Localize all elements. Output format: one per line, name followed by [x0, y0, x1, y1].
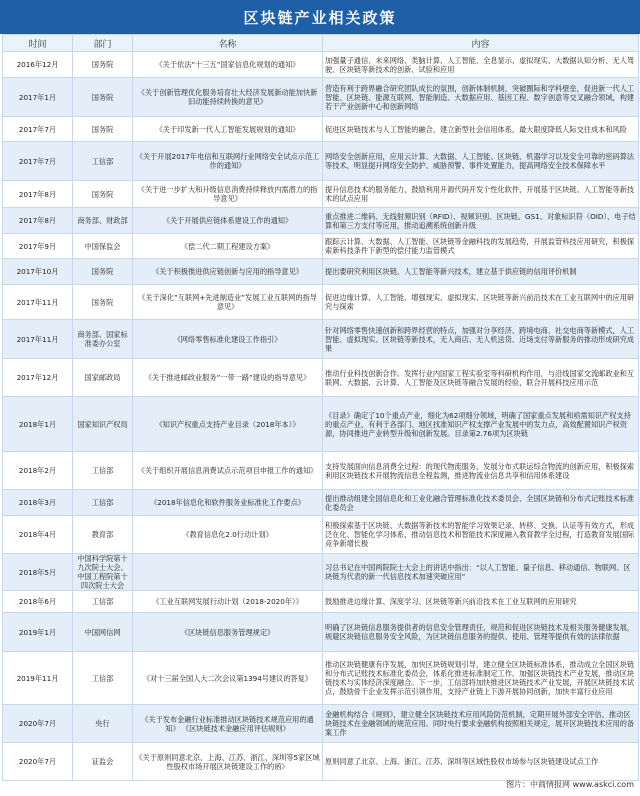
table-row — [3, 285, 639, 320]
row-content: 《目录》确定了10个重点产业，细化为62项细分领域，明确了国家重点发展和亟需知识产权支持的重点产业，有利于各部门、地区找准知识产权支撑产业发展中的发力点，高效配置知识产权资源，协同推进产业转型升级和创新发展。目录第2.76项为区块链 — [323, 397, 639, 452]
row-dept: 国务院 — [73, 52, 133, 78]
row-dept: 工信部 — [73, 490, 133, 516]
row-content: 提出推动组建全国信息化和工业化融合管理标准化技术委员会、全国区块链和分布式记账技术标准化委员会 — [323, 490, 639, 516]
row-time: 2017年1月 — [3, 78, 73, 117]
row-name: 《关于进一步扩大和升级信息消费持续释放内需潜力的指导意见》 — [133, 181, 323, 208]
row-time: 2018年1月 — [3, 397, 73, 452]
table-row — [3, 490, 639, 516]
row-dept: 中国科学院第十九次院士大会、中国工程院第十四次院士大会 — [73, 554, 133, 591]
table-row — [3, 142, 639, 181]
row-name: 《知识产权重点支持产业目录（2018年本）》 — [133, 397, 323, 452]
table-row — [3, 743, 639, 781]
row-time: 2017年7月 — [3, 142, 73, 181]
row-name: 《关于积极推进供应链创新与应用的指导意见》 — [133, 259, 323, 285]
row-name: 《关于推进邮政业服务”一带一路”建设的指导意见》 — [133, 359, 323, 397]
table-row — [3, 234, 639, 259]
source-footer: 图片：中商情报网 www.askci.com — [506, 780, 634, 789]
row-content: 习总书记在中国两院院士大会上的讲话中指出：“以人工智能、量子信息、移动通信、物联网、区块链为代表的新一代信息技术加速突破应用” — [323, 554, 639, 591]
table-row — [3, 320, 639, 359]
row-content: 针对网络零售快速创新和跨界经营的特点，加强对分享经济、跨境电商、社交电商等新模式，人工智能、虚拟现实、区块链等新技术，无人商店、无人机送货、近场支付等新服务的推动形成研究成果 — [323, 320, 639, 359]
row-dept: 中国保监会 — [73, 234, 133, 259]
row-name: 《关于开展供应链体系建设工作的通知》 — [133, 208, 323, 234]
row-time: 2018年4月 — [3, 516, 73, 554]
row-time: 2018年6月 — [3, 591, 73, 613]
table-row — [3, 52, 639, 78]
row-time: 2019年11月 — [3, 652, 73, 705]
table-row — [3, 652, 639, 705]
row-content: 营造有利于跨界融合研究团队成长的氛围，创新体制机制，突破圈际和学科壁垒，促进新一代人工智能、区块链、能源互联网、智能制造、大数据应用、基因工程、数字创意等交叉融合领域，构建若干产业创新中心和创新网络 — [323, 78, 639, 117]
row-name: 《网络零售标准化建设工作指引》 — [133, 320, 323, 359]
row-dept: 商务部、国家标准委办公室 — [73, 320, 133, 359]
row-content: 重点推进二维码、无线射频识别（RFID）、视频识别、区块链、GS1、对象标识符（OID）、电子结算和第三方支付等应用，推动追溯系统创新升级 — [323, 208, 639, 234]
table-row — [3, 452, 639, 490]
table-row — [3, 397, 639, 452]
header-content: 内容 — [323, 35, 639, 52]
row-content: 网络安全创新应用，应用云计算、大数据、人工智能、区块链、机器学习以及安全可靠的密码算法等技术，明显提升网络安全防护、威胁预警、事件处置能力，提高网络安全技术保障水平 — [323, 142, 639, 181]
row-dept: 央行 — [73, 705, 133, 743]
row-content: 支持发展面向信息消费全过程：的现代物流服务，发展分布式联运综合物流的创新应用，积极探索利用区块链技术开展物流信息全程监测，推进物流业信息共享和信用体系建设 — [323, 452, 639, 490]
row-content: 跟踪云计算、大数据、人工智能、区块链等金融科技的发展趋势，开展监管科技应用研究，积极探索新科技条件下新型的偿付能力监管模式 — [323, 234, 639, 259]
row-dept: 工信部 — [73, 652, 133, 705]
row-time: 2017年7月 — [3, 117, 73, 142]
header-name: 名称 — [133, 35, 323, 52]
row-time: 2018年3月 — [3, 490, 73, 516]
header-dept: 部门 — [73, 35, 133, 52]
row-content: 金融机构结合《规则》，建立健全区块链技术应用风险防范机制，定期开展外部安全评估，推动区块链技术在金融领域的规范应用。同时央行要求金融机构按照相关规定，展开区块链技术应用的备案工作 — [323, 705, 639, 743]
row-content: 原则同意了北京、上海、浙江、江苏、深圳等区域性股权市场参与区块链建设试点工作 — [323, 743, 639, 781]
table-row — [3, 554, 639, 591]
row-dept: 国家邮政局 — [73, 359, 133, 397]
table-row — [3, 516, 639, 554]
row-dept: 教育部 — [73, 516, 133, 554]
row-time: 2017年9月 — [3, 234, 73, 259]
row-dept: 国家知识产权局 — [73, 397, 133, 452]
table-row — [3, 117, 639, 142]
row-time: 2017年8月 — [3, 181, 73, 208]
table-row — [3, 259, 639, 285]
row-dept: 工信部 — [73, 142, 133, 181]
row-dept: 国务院 — [73, 285, 133, 320]
policy-table — [2, 34, 639, 781]
row-time: 2017年11月 — [3, 320, 73, 359]
row-time: 2017年8月 — [3, 208, 73, 234]
row-content: 提升信息技术的服务能力，鼓励利用开源代码开发个性化软件，开展基于区块链、人工智能等新技术的试点应用 — [323, 181, 639, 208]
row-time: 2018年2月 — [3, 452, 73, 490]
table-row — [3, 359, 639, 397]
table-row — [3, 705, 639, 743]
row-name — [133, 554, 323, 591]
row-dept: 商务部、财政部 — [73, 208, 133, 234]
row-time: 2018年5月 — [3, 554, 73, 591]
row-content: 促进区块链技术与人工智能的融合，建立新型社会信用体系，最大限度降低人际交往成本和风险 — [323, 117, 639, 142]
row-name: 《关于组织开展信息消费试点示范项目申报工作的通知》 — [133, 452, 323, 490]
table-row — [3, 613, 639, 652]
table-row — [3, 591, 639, 613]
row-name: 《对十三届全国人大二次会议第1394号建议的答复》 — [133, 652, 323, 705]
row-dept: 国务院 — [73, 117, 133, 142]
row-dept: 工信部 — [73, 452, 133, 490]
header-time: 时间 — [3, 35, 73, 52]
row-name: 《关于创新管理优化服务培育壮大经济发展新动能加快新旧动能持续转换的意见》 — [133, 78, 323, 117]
table-row — [3, 208, 639, 234]
row-name: 《区块链信息服务管理规定》 — [133, 613, 323, 652]
row-content: 加强量子通信、未来网络、类脑计算、人工智能、全息显示、虚拟现实、大数据认知分析、无人驾驶、区块链等新技术的创新、试验和应用 — [323, 52, 639, 78]
row-dept: 证监会 — [73, 743, 133, 781]
row-time: 2020年7月 — [3, 705, 73, 743]
row-content: 提出要研究利用区块链、人工智能等新兴技术，建立基于供应链的信用评价机制 — [323, 259, 639, 285]
row-name: 《关于依法”十三五”国家信息化规划的通知》 — [133, 52, 323, 78]
row-name: 《2018年信息化和软件服务业标准化工作要点》 — [133, 490, 323, 516]
row-name: 《关于深化”互联网+先进制造业”发展工业互联网的指导意见》 — [133, 285, 323, 320]
row-time: 2016年12月 — [3, 52, 73, 78]
row-time: 2017年10月 — [3, 259, 73, 285]
row-time: 2017年11月 — [3, 285, 73, 320]
page-title: 区块链产业相关政策 — [0, 0, 640, 34]
row-name: 《工业互联网发展行动计划（2018-2020年）》 — [133, 591, 323, 613]
row-name: 《关于开展2017年电信和互联网行业网络安全试点示范工作的通知》 — [133, 142, 323, 181]
row-content: 推动行业科技创新合作。发挥行业内国家工程实验室等科研机构作用，与沿线国家交流邮政业和互联网、大数据、云计算、人工智能及区块链等融合发展的经验，联合开展科技应用示范 — [323, 359, 639, 397]
row-time: 2020年7月 — [3, 743, 73, 781]
row-dept: 中国网信网 — [73, 613, 133, 652]
row-name: 《关于发布金融行业标准推动区块链技术规范应用的通知》 《区块链技术金融应用评估规则》 — [133, 705, 323, 743]
row-time: 2019年1月 — [3, 613, 73, 652]
row-content: 鼓励推进边缘计算、深度学习、区块链等新兴前沿技术在工业互联网的应用研究 — [323, 591, 639, 613]
row-name: 《关于原则同意北京、上海、江苏、浙江、深圳等5家区域性股权市场开展区块链建设工作的函》 — [133, 743, 323, 781]
table-row — [3, 78, 639, 117]
row-content: 推动区块链健康有序发展，加快区块链规划引导，建立健全区块链标准体系，推动成立全国区块链和分布式记账技术标准化委员会，体系化推进标准制定工作。加强区块链技术产业发展，推动区块链技术与实体经济深度融合。下一步，工信部将加快推进区块链技术产业发展，开展区块链技术试点，鼓励骨干企业发挥示范引领作用，支持产业链上下游开展协同创新，加快丰富行业应用 — [323, 652, 639, 705]
row-content: 明确了区块链信息服务提供者的信息安全管理责任，规范和促进区块链技术及相关服务健康发展，规避区块链信息服务安全风险，为区块链信息服务的提供、使用、管理等提供有效的法律依据 — [323, 613, 639, 652]
row-dept: 国务院 — [73, 78, 133, 117]
row-name: 《关于印发新一代人工智能发展规划的通知》 — [133, 117, 323, 142]
row-dept: 国务院 — [73, 181, 133, 208]
row-name: 《偿二代二期工程建设方案》 — [133, 234, 323, 259]
row-dept: 工信部 — [73, 591, 133, 613]
row-content: 积极探索基于区块链、大数据等新技术的智能学习效果记录、转移、交换、认证等有效方式，形成泛在化、智能化学习体系，推动信息技术和智能技术深度融入教育教学全过程，打造教育发展国际竞争新增长极 — [323, 516, 639, 554]
row-content: 促进边缘计算、人工智能、增强现实、虚拟现实、区块链等新兴前沿技术在工业互联网中的应用研究与探索 — [323, 285, 639, 320]
row-name: 《教育信息化2.0行动计划》 — [133, 516, 323, 554]
row-time: 2017年12月 — [3, 359, 73, 397]
table-header-row — [3, 35, 639, 52]
table-row — [3, 181, 639, 208]
row-dept: 国务院 — [73, 259, 133, 285]
